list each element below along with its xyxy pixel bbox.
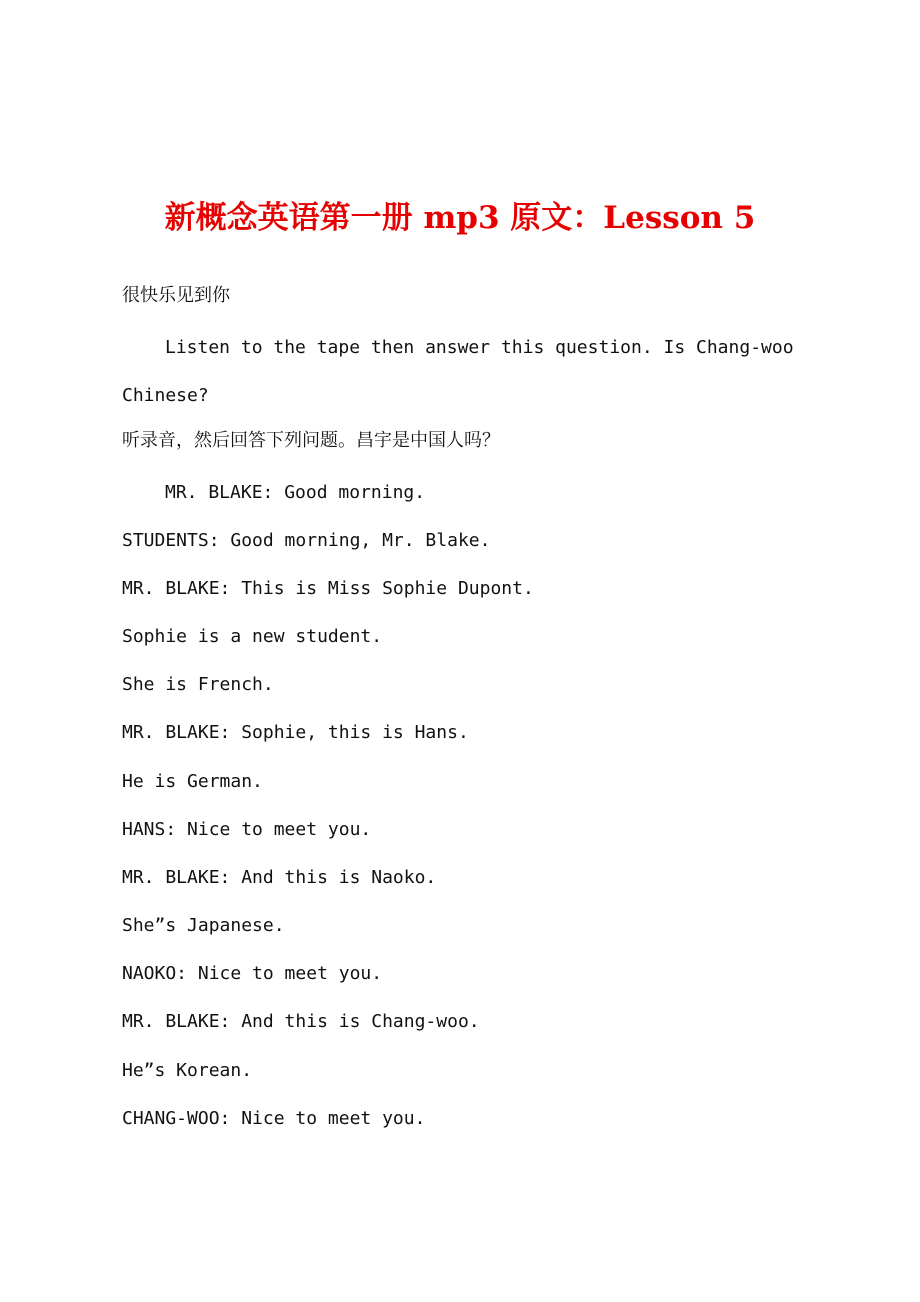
intro-instruction-en: Listen to the tape then answer this question. Is Chang-woo [165, 337, 794, 358]
dialogue-line: MR. BLAKE: Sophie, this is Hans. [122, 722, 469, 743]
dialogue-line: He”s Korean. [122, 1060, 253, 1081]
dialogue-line: MR. BLAKE: Good morning. [165, 482, 426, 503]
intro-instruction-cn: 听录音，然后回答下列问题。昌宇是中国人吗？ [122, 430, 500, 451]
dialogue-line: MR. BLAKE: And this is Naoko. [122, 867, 437, 888]
intro-instruction-en-continued: Chinese? [122, 385, 209, 406]
dialogue-line: He is German. [122, 771, 263, 792]
dialogue-line: STUDENTS: Good morning, Mr. Blake. [122, 530, 491, 551]
dialogue-line: She is French. [122, 674, 274, 695]
dialogue-line: Sophie is a new student. [122, 626, 383, 647]
dialogue-line: CHANG-WOO: Nice to meet you. [122, 1108, 426, 1129]
dialogue-line: HANS: Nice to meet you. [122, 819, 372, 840]
dialogue-line: MR. BLAKE: And this is Chang-woo. [122, 1011, 480, 1032]
document-title: 新概念英语第一册 mp3 原文：Lesson 5 [164, 200, 756, 236]
dialogue-line: NAOKO: Nice to meet you. [122, 963, 383, 984]
dialogue-line: MR. BLAKE: This is Miss Sophie Dupont. [122, 578, 534, 599]
dialogue-line: She”s Japanese. [122, 915, 285, 936]
lesson-subtitle-cn: 很快乐见到你 [122, 285, 230, 306]
